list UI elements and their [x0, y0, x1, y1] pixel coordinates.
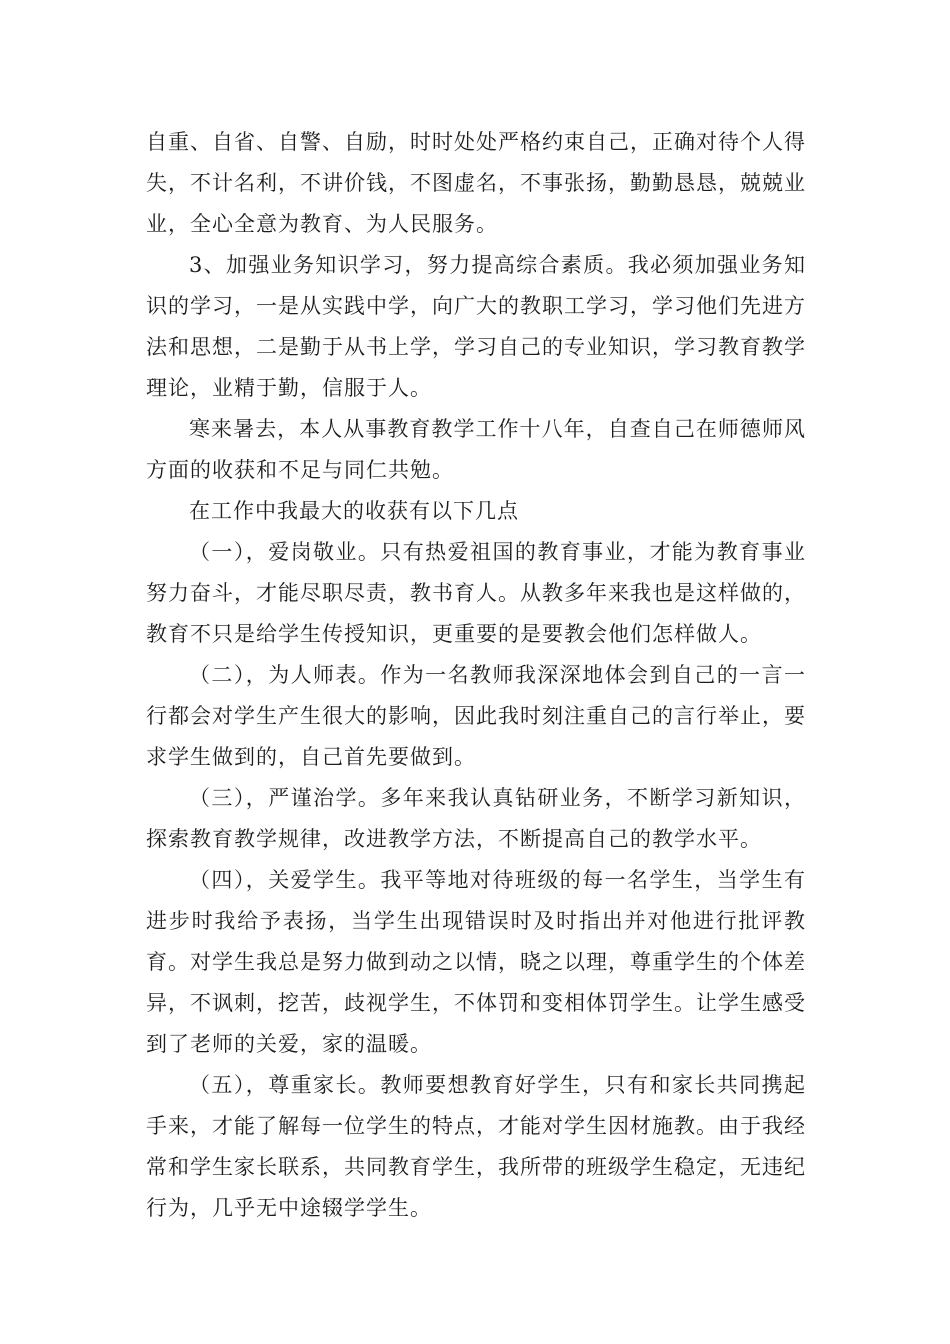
paragraph-gain-4: （四），关爱学生。我平等地对待班级的每一名学生，当学生有进步时我给予表扬，当学生出现错误时及时指出并对他进行批评教育。对学生我总是努力做到动之以情，晓之以理，尊重学生的个体差异，不讽刺，挖苦，歧视学生，不体罚和变相体罚学生。让学生感受到了老师的关爱，家的温暖。 — [146, 868, 806, 1056]
paragraph-continuation: 自重、自省、自警、自励，时时处处严格约束自己，正确对待个人得失，不计名利，不讲价钱，不图虚名，不事张扬，勤勤恳恳，兢兢业业，全心全意为教育、为人民服务。 — [146, 130, 806, 236]
paragraph-item-3: 3、加强业务知识学习，努力提高综合素质。我必须加强业务知识的学习，一是从实践中学，向广大的教职工学习，学习他们先进方法和思想，二是勤于从书上学，学习自己的专业知识，学习教育教学理论，业精于勤，信服于人。 — [146, 253, 806, 400]
paragraph-gain-3: （三），严谨治学。多年来我认真钻研业务，不断学习新知识，探索教育教学规律，改进教学方法，不断提高自己的教学水平。 — [146, 786, 806, 851]
paragraph-gain-1: （一），爱岗敬业。只有热爱祖国的教育事业，才能为教育事业努力奋斗，才能尽职尽责，教书育人。从教多年来我也是这样做的，教育不只是给学生传授知识，更重要的是要教会他们怎样做人。 — [146, 540, 806, 646]
paragraph-gain-2: （二），为人师表。作为一名教师我深深地体会到自己的一言一行都会对学生产生很大的影响，因此我时刻注重自己的言行举止，要求学生做到的，自己首先要做到。 — [146, 663, 806, 769]
paragraph-self-review-intro: 寒来暑去，本人从事教育教学工作十八年，自查自己在师德师风方面的收获和不足与同仁共勉。 — [146, 417, 806, 482]
body-text — [146, 122, 806, 1229]
paragraph-gain-5: （五），尊重家长。教师要想教育好学生，只有和家长共同携起手来，才能了解每一位学生的特点，才能对学生因材施教。由于我经常和学生家长联系，共同教育学生，我所带的班级学生稳定，无违纪行为，几乎无中途辍学学生。 — [146, 1073, 806, 1220]
paragraph-gains-heading: 在工作中我最大的收获有以下几点 — [189, 499, 519, 523]
